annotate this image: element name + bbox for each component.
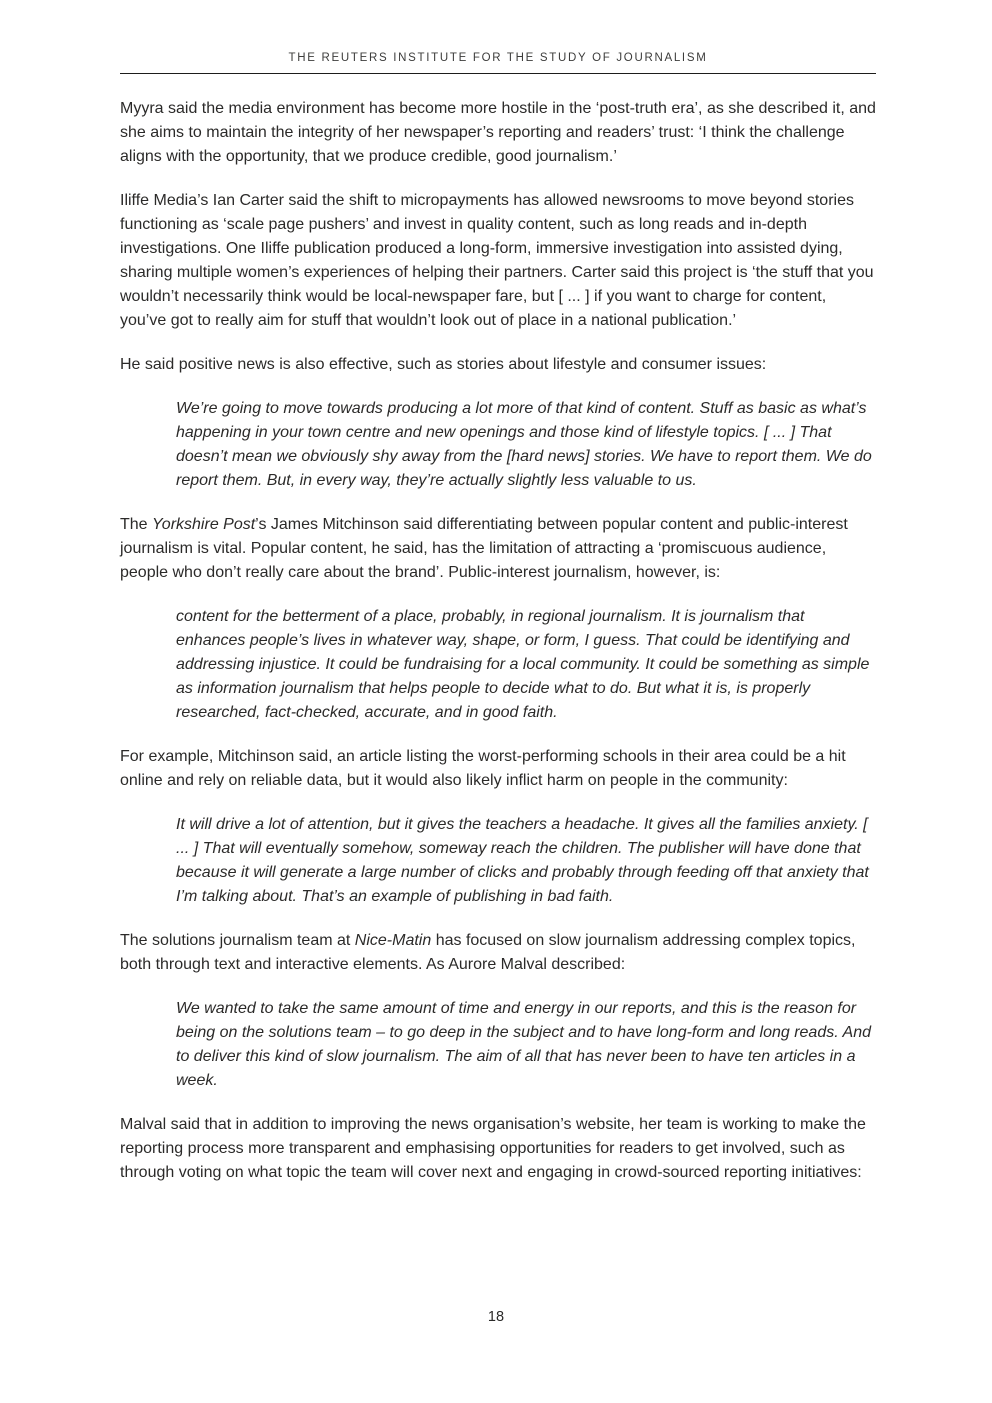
paragraph-text: The solutions journalism team at bbox=[120, 932, 355, 949]
paragraph-text: The bbox=[120, 516, 153, 533]
paragraph: Myyra said the media environment has become more hostile in the ‘post-truth era’, as she described it, and she aims to maintain the integrity of her newspaper’s reporting and readers’ trust: ‘I think the challenge aligns with the opportunity, that we produce credible, good journalism.’ bbox=[120, 100, 876, 165]
paragraph bbox=[120, 929, 876, 977]
page-header bbox=[120, 52, 876, 74]
paragraph: He said positive news is also effective, such as stories about lifestyle and consumer issues: bbox=[120, 356, 767, 373]
page-content bbox=[120, 97, 876, 1205]
publication-name: Yorkshire Post bbox=[152, 516, 256, 533]
page-footer bbox=[0, 1309, 992, 1325]
quote-block: content for the betterment of a place, probably, in regional journalism. It is journalism that enhances people’s lives in whatever way, shape, or form, I guess. That could be identifying and addressing injustice. It could be fundraising for a local community. It could be something as simple as information journalism that helps people to decide what to do. But what it is, is properly researched, fact-checked, accurate, and in good faith. bbox=[176, 608, 870, 721]
header-rule bbox=[120, 73, 876, 74]
quote-block: We’re going to move towards producing a lot more of that kind of content. Stuff as basic as what’s happening in your town centre and new openings and those kind of lifestyle topics. [ ... ] That doesn’t mean we obviously shy away from the [hard news] stories. We have to report them. We do report them. But, in every way, they’re actually slightly less valuable to us. bbox=[176, 400, 872, 489]
paragraph: For example, Mitchinson said, an article listing the worst-performing schools in their area could be a hit online and rely on reliable data, but it would also likely inflict harm on people in the community: bbox=[120, 748, 846, 789]
paragraph-text: ’s James Mitchinson said differentiating between popular content and public-interest journalism is vital. Popular content, he said, has the limitation of attracting a ‘promiscuous audience, people who don’t really care about the brand’. Public-interest journalism, however, is: bbox=[120, 516, 848, 581]
paragraph-text: has focused on slow journalism addressing complex topics, both through text and interactive elements. As Aurore Malval described: bbox=[120, 932, 856, 973]
quote-block: It will drive a lot of attention, but it gives the teachers a headache. It gives all the families anxiety. [ ... ] That will eventually somehow, someway reach the children. The publisher will have done that because it will generate a large number of clicks and probably through feeding off that anxiety that I’m talking about. That’s an example of publishing in bad faith. bbox=[176, 816, 869, 905]
page-number: 18 bbox=[487, 1309, 505, 1325]
running-head: THE REUTERS INSTITUTE FOR THE STUDY OF JOURNALISM bbox=[288, 52, 708, 64]
publication-name: Nice-Matin bbox=[354, 932, 432, 949]
paragraph: Malval said that in addition to improving the news organisation’s website, her team is working to make the reporting process more transparent and emphasising opportunities for readers to get involved, such as through voting on what topic the team will cover next and engaging in crowd-sourced reporting initiatives: bbox=[120, 1116, 866, 1181]
paragraph: Iliffe Media’s Ian Carter said the shift to micropayments has allowed newsrooms to move beyond stories functioning as ‘scale page pushers’ and invest in quality content, such as long reads and in-depth investigations. One Iliffe publication produced a long-form, immersive investigation into assisted dying, sharing multiple women’s experiences of helping their partners. Carter said this project is ‘the stuff that you wouldn’t necessarily think would be local-newspaper fare, but [ ... ] if you want to charge for content, you’ve got to really aim for stuff that wouldn’t look out of place in a national publication.’ bbox=[120, 192, 874, 329]
quote-block: We wanted to take the same amount of time and energy in our reports, and this is the reason for being on the solutions team – to go deep in the subject and to have long-form and long reads. And to deliver this kind of slow journalism. The aim of all that has never been to have ten articles in a week. bbox=[176, 1000, 871, 1089]
paragraph bbox=[120, 513, 876, 585]
